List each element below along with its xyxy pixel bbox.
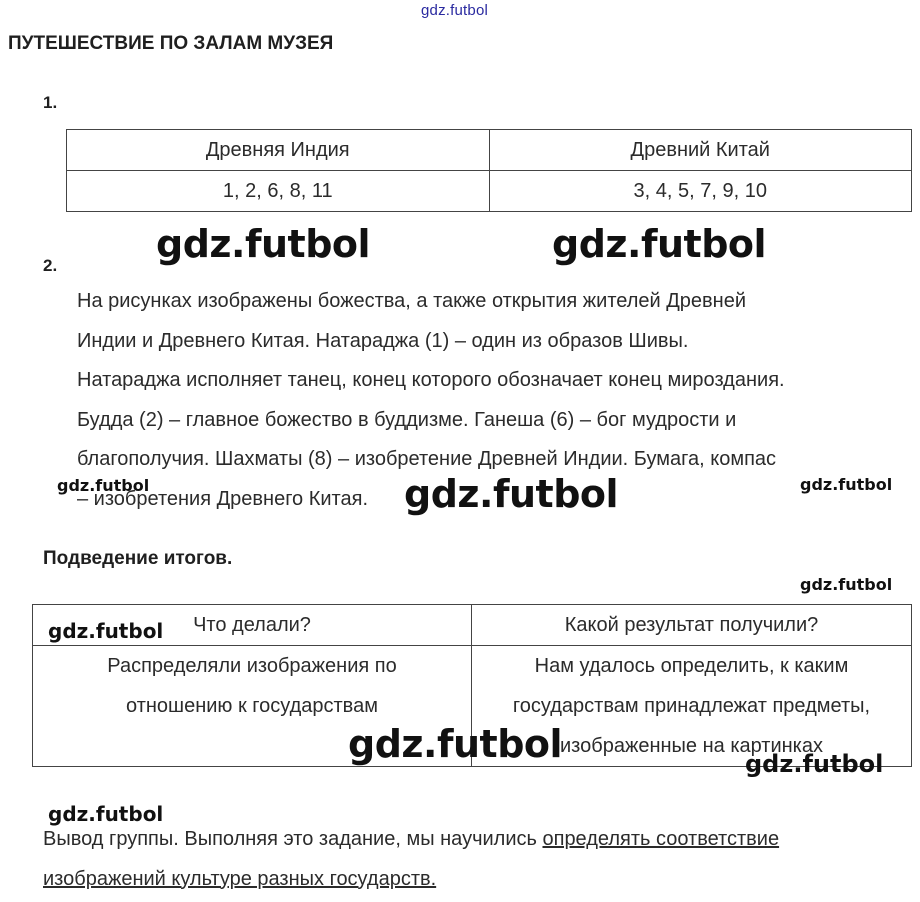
conclusion-underlined-1: определять соответствие (542, 828, 780, 850)
table-header-row (67, 130, 912, 171)
conclusion-line-1 (43, 820, 903, 860)
task-1-number: 1. (43, 93, 58, 112)
watermark: gdz.futbol (48, 619, 164, 643)
cell-line: Нам удалось определить, к каким (534, 655, 849, 677)
paragraph-line: Индии и Древнего Китая. Натараджа (1) – один из образов Шивы. (77, 329, 689, 352)
table-row (67, 171, 912, 212)
cell-line: отношению к государствам (126, 695, 378, 717)
table-header-what-did: Что делали? (33, 605, 472, 646)
watermark: gdz.futbol (800, 475, 893, 494)
paragraph-line: – изобретения Древнего Китая. (77, 487, 369, 510)
summary-title: Подведение итогов. (43, 548, 233, 569)
task-2-number: 2. (43, 256, 58, 275)
conclusion-prefix: Вывод группы. Выполняя это задание, мы научились (43, 828, 543, 850)
task-1-table (66, 129, 912, 212)
watermark-top: gdz.futbol (421, 2, 489, 19)
table-header-result: Какой результат получили? (472, 605, 912, 646)
table-header-row (33, 605, 912, 646)
watermark: gdz.futbol (57, 476, 150, 495)
conclusion-line-2 (43, 860, 903, 900)
table-header-india: Древняя Индия (67, 130, 490, 171)
table-cell-china: 3, 4, 5, 7, 9, 10 (489, 171, 912, 212)
paragraph-line: Будда (2) – главное божество в буддизме. Ганеша (6) – бог мудрости и (77, 408, 737, 431)
table-cell-india: 1, 2, 6, 8, 11 (67, 171, 490, 212)
watermark: gdz.futbol (156, 222, 371, 266)
watermark: gdz.futbol (800, 575, 893, 594)
watermark: gdz.futbol (552, 222, 767, 266)
page-title: ПУТЕШЕСТВИЕ ПО ЗАЛАМ МУЗЕЯ (8, 33, 334, 54)
conclusion-underlined-2: изображений культуре разных государств. (43, 867, 437, 890)
paragraph-line: На рисунках изображены божества, а также открытия жителей Древней (77, 290, 746, 312)
watermark: gdz.futbol (348, 722, 563, 766)
watermark: gdz.futbol (745, 750, 884, 778)
table-header-china: Древний Китай (489, 130, 912, 171)
cell-line: Распределяли изображения по (107, 655, 397, 677)
cell-line: изображенные на картинках (560, 735, 823, 757)
paragraph-line: Натараджа исполняет танец, конец которого обозначает конец мироздания. (77, 369, 785, 392)
paragraph-line: благополучия. Шахматы (8) – изобретение Древней Индии. Бумага, компас (77, 448, 777, 471)
watermark: gdz.futbol (404, 472, 619, 516)
cell-line: государствам принадлежат предметы, (512, 695, 871, 717)
watermark: gdz.futbol (48, 802, 164, 826)
conclusion (43, 820, 903, 899)
